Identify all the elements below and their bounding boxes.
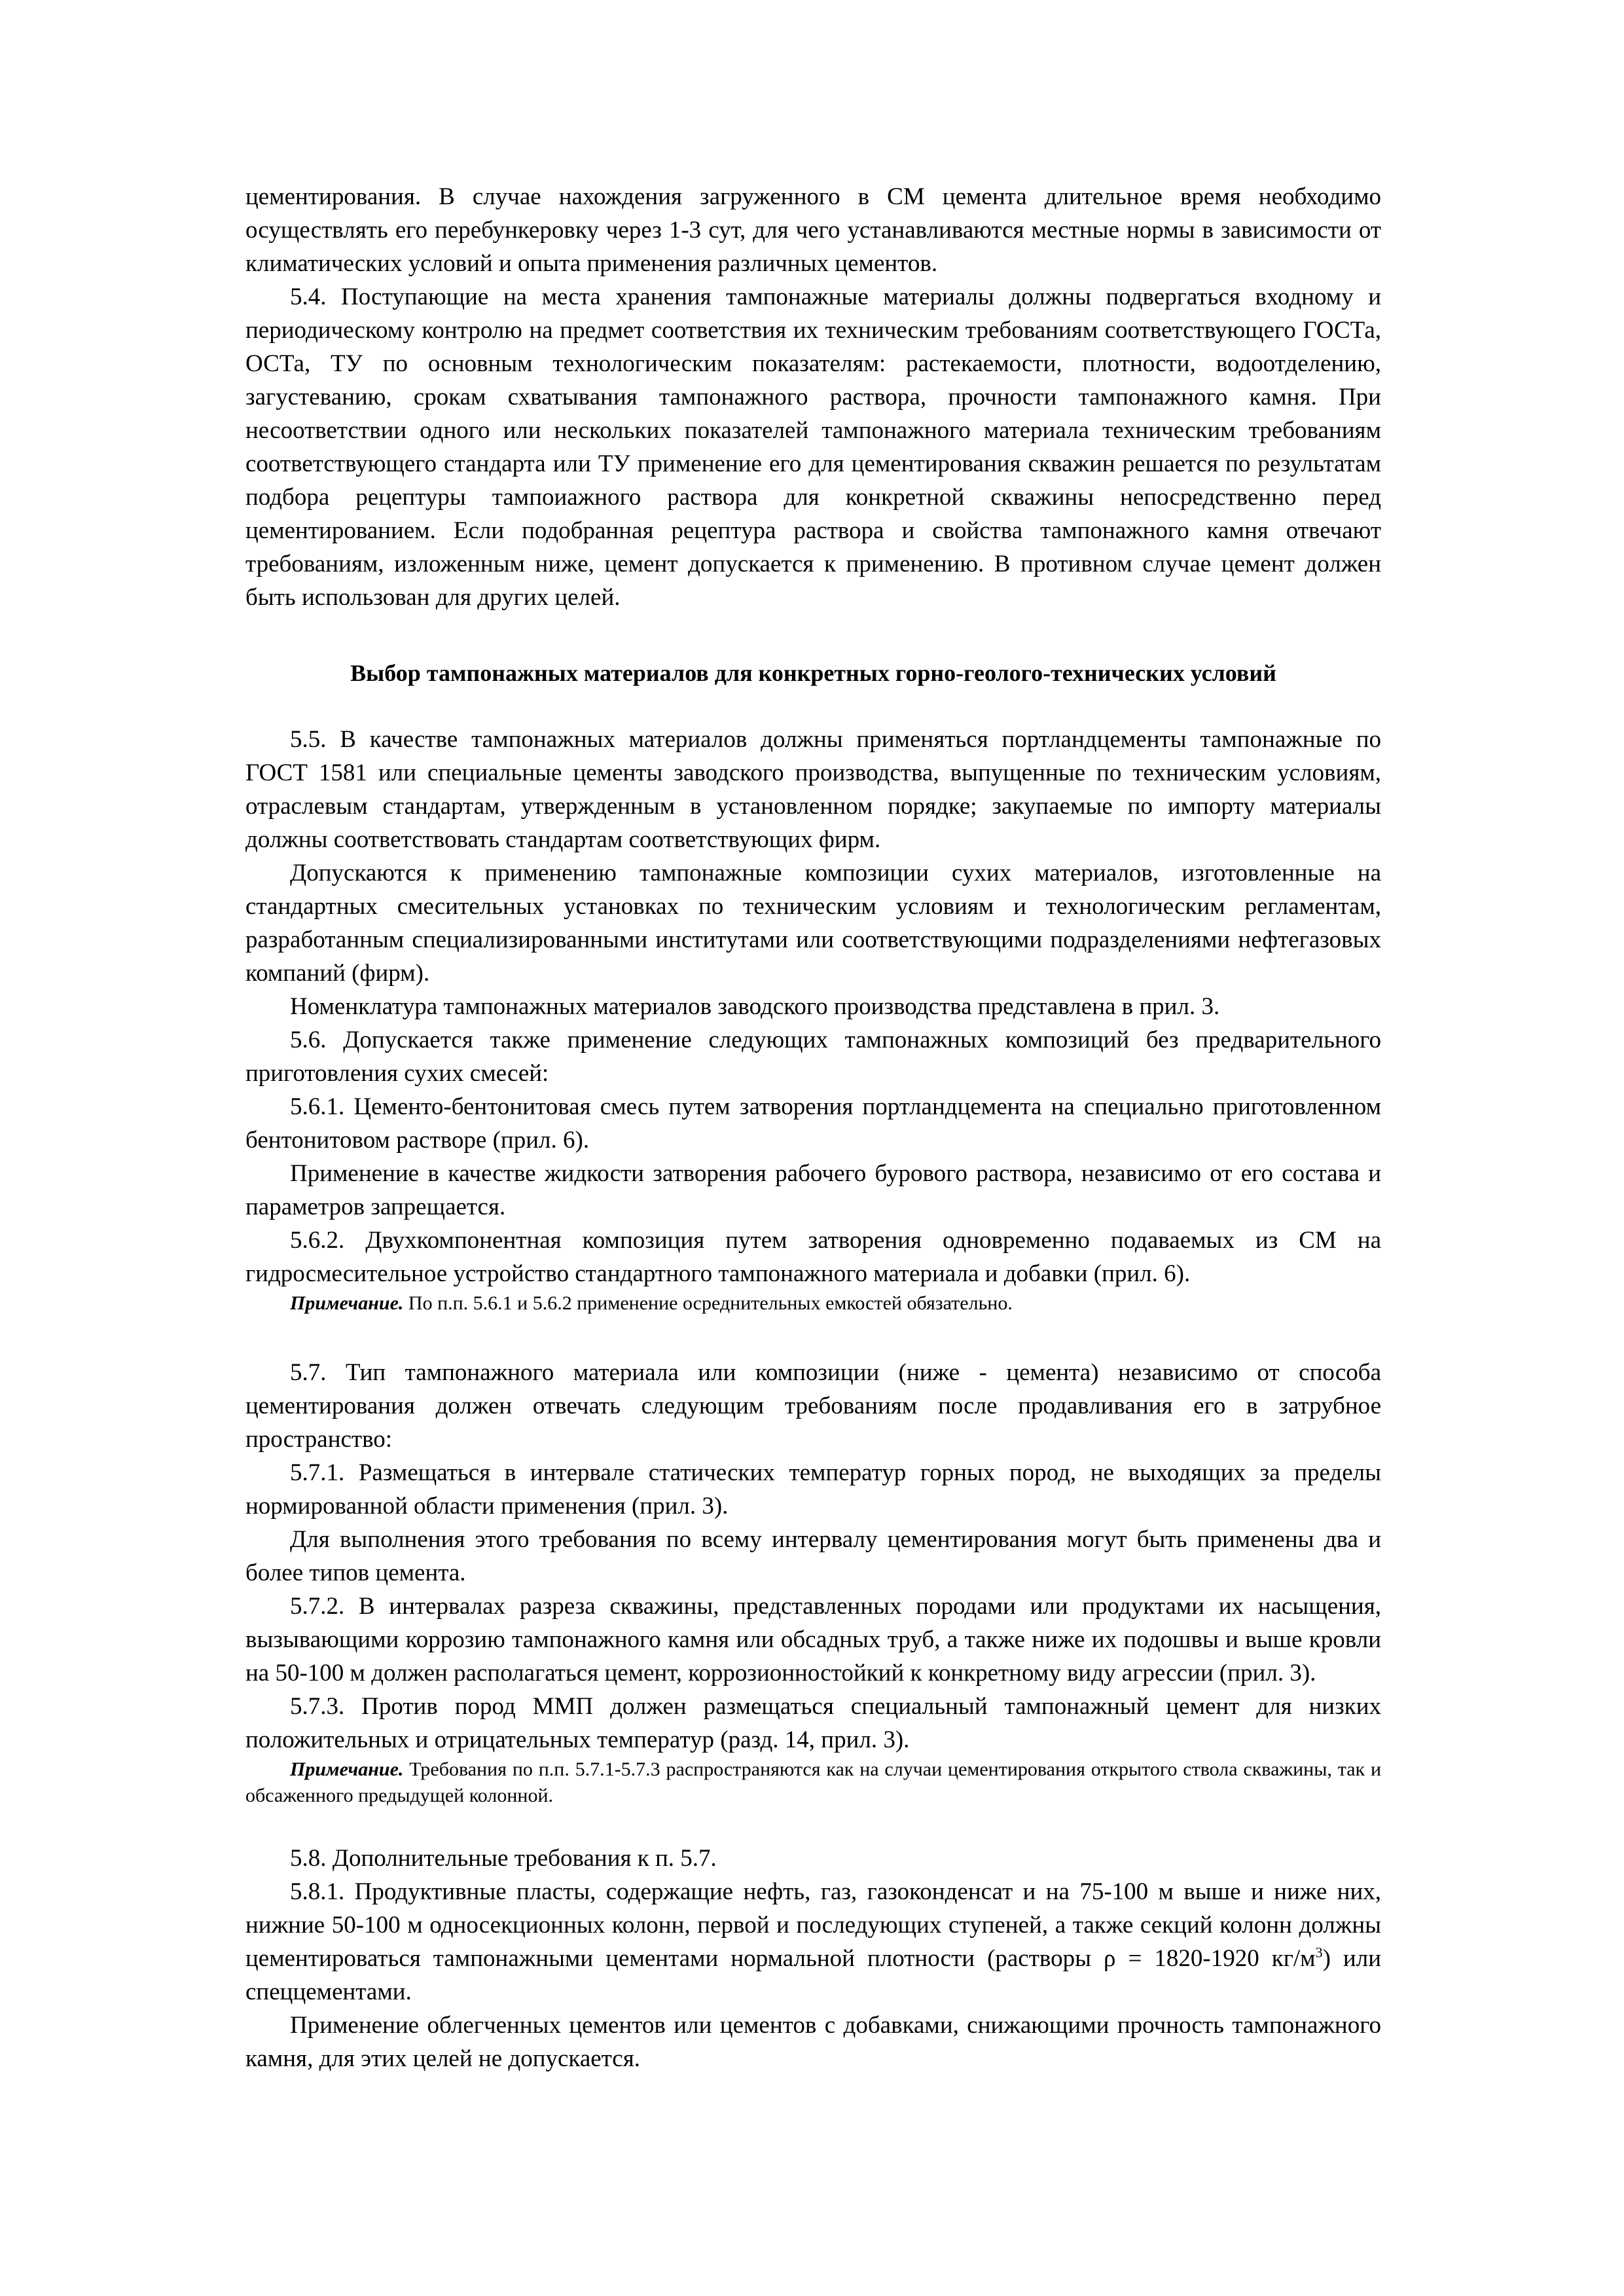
paragraph-dry-compositions: Допускаются к применению тампонажные композиции сухих материалов, изготовленные на стандартных смесительных установках по техническим условиям и технологическим регламентам, разработанным специализированными институтами или соответствующими подразделениями нефтегазовых компаний (фирм). [245, 860, 1381, 987]
section-heading: Выбор тампонажных материалов для конкретных горно-геолого-технических условий [350, 660, 1276, 686]
note-text: По п.п. 5.6.1 и 5.6.2 применение осреднительных емкостей обязательно. [403, 1292, 1013, 1314]
paragraph-5-5: 5.5. В качестве тампонажных материалов должны применяться портландцементы тампонажные по ГОСТ 1581 или специальные цементы заводского производства, выпущенные по техническим условиям, отраслевым стандартам, утвержденным в установленном порядке; закупаемые по импорту материалы должны соответствовать стандартам соответствующих фирм. [245, 726, 1381, 853]
paragraph-5-6-1: 5.6.1. Цементо-бентонитовая смесь путем затворения портландцемента на специально приготовленном бентонитовом растворе (прил. 6). [245, 1093, 1381, 1154]
note-label: Примечание. [290, 1292, 404, 1314]
note-averaging-tanks [245, 1290, 1381, 1317]
paragraph-5-8-1 [245, 1875, 1381, 2009]
document-body [245, 180, 1381, 2075]
paragraph-nomenclature: Номенклатура тампонажных материалов заводского производства представлена в прил. 3. [290, 993, 1220, 1020]
paragraph-5-8-1-end: ) или спеццементами. [245, 1945, 1381, 2005]
paragraph-5-8: 5.8. Дополнительные требования к п. 5.7. [290, 1845, 717, 1872]
note-open-hole [245, 1757, 1381, 1809]
paragraph-two-cement-types: Для выполнения этого требования по всему интервалу цементирования могут быть применены два и более типов цемента. [245, 1526, 1381, 1586]
superscript-3: 3 [1315, 1944, 1323, 1961]
note-text: Требования по п.п. 5.7.1-5.7.3 распространяются как на случаи цементирования открытого ствола скважины, так и обсаженного предыдущей колонной. [245, 1758, 1381, 1806]
paragraph-5-7-3: 5.7.3. Против пород ММП должен размещаться специальный тампонажный цемент для низких положительных и отрицательных температур (разд. 14, прил. 3). [245, 1693, 1381, 1753]
spacer [245, 1809, 1381, 1842]
paragraph-5-7: 5.7. Тип тампонажного материала или композиции (ниже - цемента) независимо от способа цементирования должен отвечать следующим требованиям после продавливания его в затрубное пространство: [245, 1359, 1381, 1453]
paragraph-5-7-1: 5.7.1. Размещаться в интервале статических температур горных пород, не выходящих за пределы нормированной области применения (прил. 3). [245, 1459, 1381, 1520]
paragraph-lightweight-cements: Применение облегченных цементов или цементов с добавками, снижающими прочность тампонажного камня, для этих целей не допускается. [245, 2012, 1381, 2072]
paragraph-5-4: 5.4. Поступающие на места хранения тампонажные материалы должны подвергаться входному и периодическому контролю на предмет соответствия их техническим требованиям соответствующего ГОСТа, ОСТа, ТУ по основным технологическим показателям: растекаемости, плотности, водоотделению, загустеванию, срокам схватывания тампонажного раствора, прочности тампонажного камня. При несоответствии одного или нескольких показателей тампонажного материала техническим требованиям соответствующего стандарта или ТУ применение его для цементирования скважин решается по результатам подбора рецептуры тампоиажного раствора для конкретной скважины непосредственно перед цементированием. Если подобранная рецептура раствора и свойства тампонажного камня отвечают требованиям, изложенным ниже, цемент допускается к применению. В противном случае цемент должен быть использован для других целей. [245, 283, 1381, 611]
paragraph-cementing-rebunkering: цементирования. В случае нахождения загруженного в СМ цемента длительное время необходимо осуществлять его перебункеровку через 1-3 сут, для чего устанавливаются местные нормы в зависимости от климатических условий и опыта применения различных цементов. [245, 183, 1381, 277]
paragraph-5-8-1-text: 5.8.1. Продуктивные пласты, содержащие нефть, газ, газоконденсат и на 75-100 м выше и ниже них, нижние 50-100 м односекционных колонн, первой и последующих ступеней, а также секций колонн должны цементироваться тампонажными цементами нормальной плотности (растворы ρ = 1820-1920 кг/м [245, 1878, 1381, 1972]
note-label: Примечание. [290, 1758, 404, 1780]
paragraph-drilling-fluid-prohibited: Применение в качестве жидкости затворения рабочего бурового раствора, независимо от его состава и параметров запрещается. [245, 1160, 1381, 1220]
paragraph-5-6-2: 5.6.2. Двухкомпонентная композиция путем затворения одновременно подаваемых из СМ на гидросмесительное устройство стандартного тампонажного материала и добавки (прил. 6). [245, 1227, 1381, 1287]
paragraph-5-7-2: 5.7.2. В интервалах разреза скважины, представленных породами или продуктами их насыщения, вызывающими коррозию тампонажного камня или обсадных труб, а также ниже их подошвы и выше кровли на 50-100 м должен располагаться цемент, коррозионностойкий к конкретному виду агрессии (прил. 3). [245, 1593, 1381, 1686]
spacer [245, 1317, 1381, 1356]
paragraph-5-6: 5.6. Допускается также применение следующих тампонажных композиций без предварительного приготовления сухих смесей: [245, 1027, 1381, 1087]
